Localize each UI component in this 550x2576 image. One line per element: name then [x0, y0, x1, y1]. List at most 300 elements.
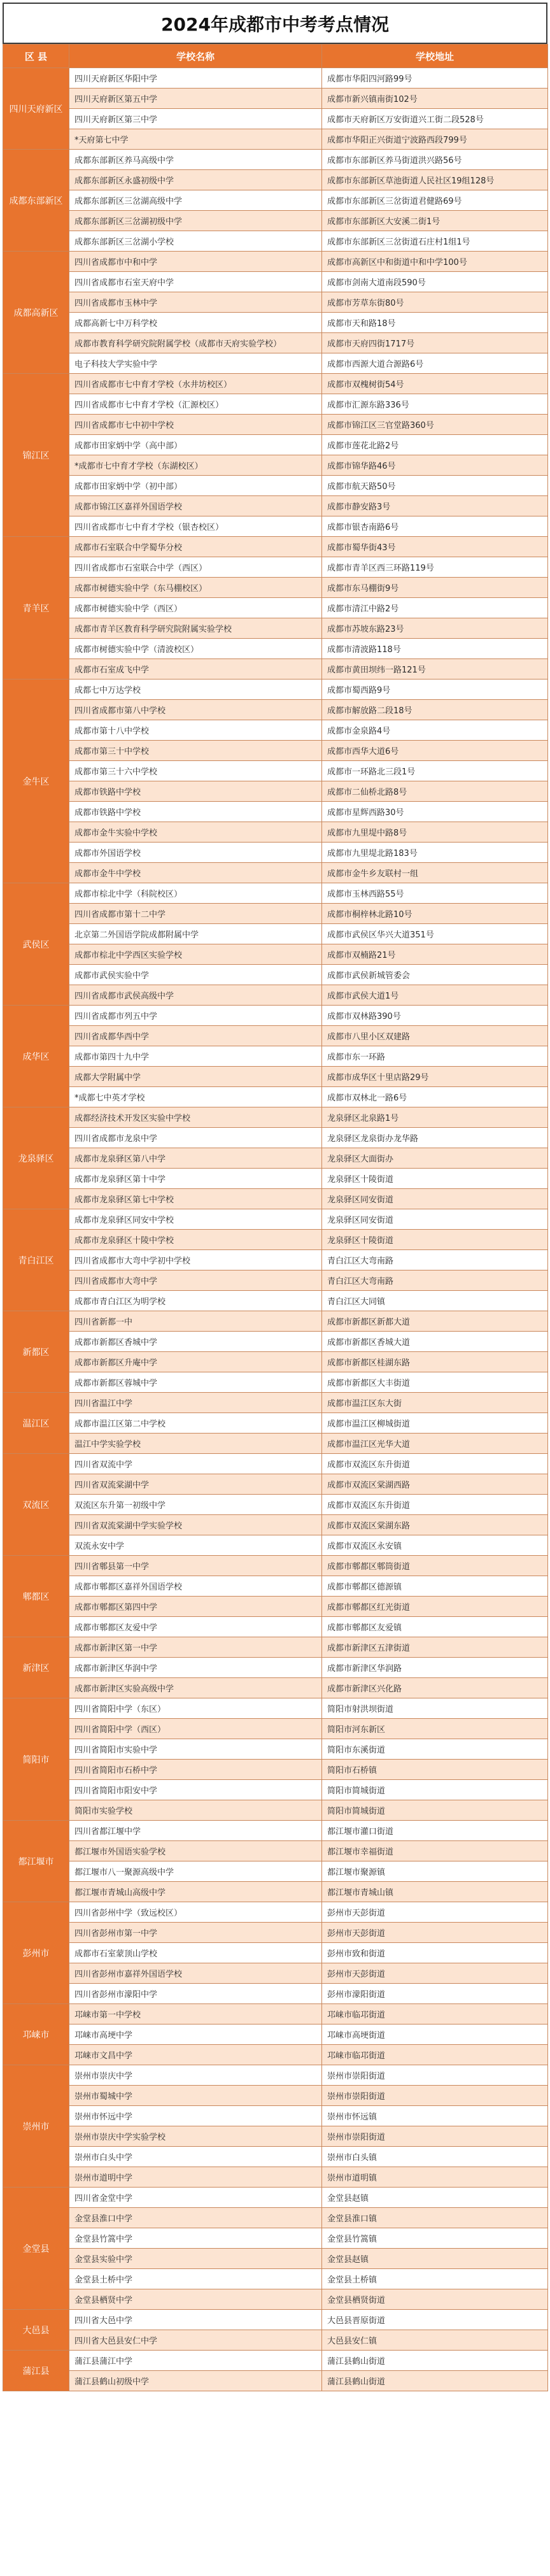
table-row — [3, 89, 548, 109]
table-row — [3, 2208, 548, 2228]
school-name-cell: 四川省成都市龙泉中学 — [69, 1128, 322, 1148]
school-name-cell: 成都市新津区第一中学 — [69, 1637, 322, 1658]
table-row — [3, 1617, 548, 1637]
school-address-cell: 龙泉驿区龙泉街办龙华路 — [322, 1128, 548, 1148]
school-name-cell: 成都市龙泉驿区十陵中学校 — [69, 1230, 322, 1250]
table-row — [3, 476, 548, 496]
school-name-cell: 成都市第十八中学校 — [69, 720, 322, 741]
district-cell: 成都高新区 — [3, 252, 69, 374]
school-address-cell: 崇州市道明镇 — [322, 2167, 548, 2188]
school-name-cell: 成都东部新区三岔湖小学校 — [69, 231, 322, 252]
table-row — [3, 68, 548, 89]
school-address-cell: 成都市银杏南路6号 — [322, 516, 548, 537]
school-address-cell: 成都市东部新区养马街道洪兴路56号 — [322, 150, 548, 170]
school-address-cell: 金堂县淮口镇 — [322, 2208, 548, 2228]
table-row — [3, 598, 548, 618]
table-row — [3, 1637, 548, 1658]
exam-site-table — [3, 44, 548, 2391]
school-name-cell: *成都七中英才学校 — [69, 1087, 322, 1107]
school-address-cell: 成都市玉林西路55号 — [322, 883, 548, 904]
school-address-cell: 成都市九里堤中路8号 — [322, 822, 548, 843]
school-address-cell: 成都市剑南大道南段590号 — [322, 272, 548, 292]
table-row — [3, 781, 548, 802]
school-address-cell: 青白江区大弯南路 — [322, 1250, 548, 1270]
school-address-cell: 都江堰市青城山镇 — [322, 1882, 548, 1902]
table-row — [3, 109, 548, 129]
table-row — [3, 1719, 548, 1739]
school-name-cell: 成都市第三十六中学校 — [69, 761, 322, 781]
district-cell: 金堂县 — [3, 2188, 69, 2310]
table-row — [3, 190, 548, 211]
district-cell: 锦江区 — [3, 374, 69, 537]
school-name-cell: 崇州市崇庆中学实验学校 — [69, 2126, 322, 2147]
school-name-cell: 成都市郫都区友爱中学 — [69, 1617, 322, 1637]
table-row — [3, 333, 548, 353]
table-row — [3, 1454, 548, 1474]
school-name-cell: *天府第七中学 — [69, 129, 322, 150]
school-name-cell: 成都市郫都区第四中学 — [69, 1597, 322, 1617]
table-row — [3, 1169, 548, 1189]
table-row — [3, 578, 548, 598]
school-address-cell: 成都市新津区五津街道 — [322, 1637, 548, 1658]
school-name-cell: 四川省彭州市濛阳中学 — [69, 1984, 322, 2004]
table-row — [3, 761, 548, 781]
table-row — [3, 802, 548, 822]
school-address-cell: 彭州市天彭街道 — [322, 1923, 548, 1943]
table-row — [3, 516, 548, 537]
school-name-cell: 成都市铁路中学校 — [69, 802, 322, 822]
school-name-cell: 四川省成都华西中学 — [69, 1026, 322, 1046]
school-address-cell: 成都市东一环路 — [322, 1046, 548, 1067]
school-address-cell: 成都市静安路3号 — [322, 496, 548, 516]
school-name-cell: 成都市新都区香城中学 — [69, 1332, 322, 1352]
school-name-cell: 四川省成都市玉林中学 — [69, 292, 322, 313]
school-name-cell: 电子科技大学实验中学 — [69, 353, 322, 374]
school-name-cell: 成都市龙泉驿区第八中学 — [69, 1148, 322, 1169]
school-address-cell: 金堂县赵镇 — [322, 2249, 548, 2269]
school-name-cell: 成都东部新区永盛初级中学 — [69, 170, 322, 190]
district-cell: 简阳市 — [3, 1698, 69, 1821]
school-address-cell: 蒲江县鹤山街道 — [322, 2371, 548, 2391]
school-name-cell: 成都市棕北中学（科院校区） — [69, 883, 322, 904]
school-name-cell: 四川省双流棠湖中学实验学校 — [69, 1515, 322, 1535]
school-address-cell: 彭州市天彭街道 — [322, 1902, 548, 1923]
table-row — [3, 1230, 548, 1250]
school-name-cell: 四川天府新区第五中学 — [69, 89, 322, 109]
school-address-cell: 成都市高新区中和街道中和中学100号 — [322, 252, 548, 272]
table-row — [3, 1148, 548, 1169]
school-address-cell: 青白江区大弯南路 — [322, 1270, 548, 1291]
table-row — [3, 965, 548, 985]
table-row — [3, 2289, 548, 2310]
table-row — [3, 1474, 548, 1495]
district-cell: 温江区 — [3, 1393, 69, 1454]
table-row — [3, 1963, 548, 1984]
school-name-cell: 成都市田家炳中学（初中部） — [69, 476, 322, 496]
school-name-cell: 成都市铁路中学校 — [69, 781, 322, 802]
school-name-cell: 蒲江县蒲江中学 — [69, 2351, 322, 2371]
table-row — [3, 1393, 548, 1413]
school-address-cell: 成都市西华大道6号 — [322, 741, 548, 761]
school-name-cell: 崇州市蜀城中学 — [69, 2086, 322, 2106]
district-cell: 新都区 — [3, 1311, 69, 1393]
school-name-cell: 成都市第四十九中学 — [69, 1046, 322, 1067]
school-name-cell: 成都东部新区三岔湖高级中学 — [69, 190, 322, 211]
school-name-cell: 成都市石室成飞中学 — [69, 659, 322, 680]
table-row — [3, 2045, 548, 2065]
school-address-cell: 成都市新都区大丰街道 — [322, 1372, 548, 1393]
school-name-cell: 成都市新都区升庵中学 — [69, 1352, 322, 1372]
school-name-cell: 成都市新都区蓉城中学 — [69, 1372, 322, 1393]
school-name-cell: 四川省彭州市第一中学 — [69, 1923, 322, 1943]
table-row — [3, 1923, 548, 1943]
school-address-cell: 成都市苏坡东路23号 — [322, 618, 548, 639]
school-name-cell: 四川省成都市第八中学校 — [69, 700, 322, 720]
district-cell: 大邑县 — [3, 2310, 69, 2351]
exam-site-sheet — [3, 3, 547, 2573]
school-address-cell: 崇州市崇阳街道 — [322, 2065, 548, 2086]
school-address-cell: 成都市武侯大道1号 — [322, 985, 548, 1006]
school-name-cell: 四川省简阳中学（东区） — [69, 1698, 322, 1719]
table-row — [3, 2249, 548, 2269]
school-name-cell: 四川天府新区第三中学 — [69, 109, 322, 129]
district-cell: 成华区 — [3, 1006, 69, 1107]
table-row — [3, 822, 548, 843]
school-address-cell: 彭州市致和街道 — [322, 1943, 548, 1963]
school-name-cell: 四川省成都市石室天府中学 — [69, 272, 322, 292]
school-address-cell: 崇州市崇阳街道 — [322, 2126, 548, 2147]
school-name-cell: 成都东部新区养马高级中学 — [69, 150, 322, 170]
school-address-cell: 成都市蜀西路9号 — [322, 680, 548, 700]
school-name-cell: 成都经济技术开发区实验中学校 — [69, 1107, 322, 1128]
school-address-cell: 成都市东马棚街9号 — [322, 578, 548, 598]
table-row — [3, 313, 548, 333]
table-row — [3, 1882, 548, 1902]
table-row — [3, 1311, 548, 1332]
table-row — [3, 1434, 548, 1454]
school-name-cell: 金堂县土桥中学 — [69, 2269, 322, 2289]
school-address-cell: 金堂县土桥镇 — [322, 2269, 548, 2289]
school-address-cell: 成都市八里小区双建路 — [322, 1026, 548, 1046]
school-address-cell: 成都市二仙桥北路8号 — [322, 781, 548, 802]
school-address-cell: 青白江区大同镇 — [322, 1291, 548, 1311]
table-row — [3, 1658, 548, 1678]
school-name-cell: 四川省新都一中 — [69, 1311, 322, 1332]
school-address-cell: 简阳市石桥镇 — [322, 1760, 548, 1780]
school-name-cell: 邛崃市第一中学校 — [69, 2004, 322, 2025]
table-row — [3, 1861, 548, 1882]
district-cell: 都江堰市 — [3, 1821, 69, 1902]
school-address-cell: 成都市武侯新城管委会 — [322, 965, 548, 985]
table-row — [3, 1943, 548, 1963]
school-address-cell: 金堂县竹篙镇 — [322, 2228, 548, 2249]
school-name-cell: 成都市郫都区嘉祥外国语学校 — [69, 1576, 322, 1597]
table-row — [3, 2126, 548, 2147]
school-name-cell: 四川省温江中学 — [69, 1393, 322, 1413]
school-name-cell: 四川省成都市七中初中学校 — [69, 415, 322, 435]
table-row — [3, 150, 548, 170]
table-row — [3, 2371, 548, 2391]
table-row — [3, 2330, 548, 2351]
table-row — [3, 2086, 548, 2106]
table-row — [3, 1800, 548, 1821]
school-name-cell: 崇州市道明中学 — [69, 2167, 322, 2188]
table-row — [3, 1597, 548, 1617]
table-row — [3, 1515, 548, 1535]
school-address-cell: 成都市星辉西路30号 — [322, 802, 548, 822]
school-address-cell: 成都市郫都区郫筒街道 — [322, 1556, 548, 1576]
table-row — [3, 1291, 548, 1311]
school-name-cell: 成都市树德实验中学（西区） — [69, 598, 322, 618]
school-name-cell: 成都七中万达学校 — [69, 680, 322, 700]
school-address-cell: 简阳市简城街道 — [322, 1800, 548, 1821]
district-cell: 蒲江县 — [3, 2351, 69, 2391]
table-row — [3, 944, 548, 965]
school-name-cell: 成都市树德实验中学（清波校区） — [69, 639, 322, 659]
header-district: 区 县 — [3, 45, 69, 68]
table-row — [3, 1535, 548, 1556]
table-row — [3, 394, 548, 415]
school-address-cell: 简阳市东溪街道 — [322, 1739, 548, 1760]
school-name-cell: 四川省双流棠湖中学 — [69, 1474, 322, 1495]
school-name-cell: 崇州市崇庆中学 — [69, 2065, 322, 2086]
school-name-cell: 崇州市怀远中学 — [69, 2106, 322, 2126]
table-row — [3, 1006, 548, 1026]
school-name-cell: 四川省简阳市阳安中学 — [69, 1780, 322, 1800]
school-address-cell: 龙泉驿区十陵街道 — [322, 1169, 548, 1189]
school-address-cell: 大邑县安仁镇 — [322, 2330, 548, 2351]
school-name-cell: 成都东部新区三岔湖初级中学 — [69, 211, 322, 231]
table-row — [3, 924, 548, 944]
school-address-cell: 成都市九里堤北路183号 — [322, 843, 548, 863]
table-row — [3, 2167, 548, 2188]
school-name-cell: 都江堰市青城山高级中学 — [69, 1882, 322, 1902]
district-cell: 双流区 — [3, 1454, 69, 1556]
table-row — [3, 1821, 548, 1841]
school-address-cell: 成都市新都区桂湖东路 — [322, 1352, 548, 1372]
district-cell: 彭州市 — [3, 1902, 69, 2004]
school-address-cell: 成都市莲花北路2号 — [322, 435, 548, 455]
table-row — [3, 700, 548, 720]
table-row — [3, 2228, 548, 2249]
table-row — [3, 1250, 548, 1270]
school-address-cell: 成都市一环路北三段1号 — [322, 761, 548, 781]
school-name-cell: 四川省大邑县安仁中学 — [69, 2330, 322, 2351]
school-address-cell: 成都市温江区东大街 — [322, 1393, 548, 1413]
school-address-cell: 成都市双林路390号 — [322, 1006, 548, 1026]
school-name-cell: 四川省成都市列五中学 — [69, 1006, 322, 1026]
school-address-cell: 成都市汇源东路336号 — [322, 394, 548, 415]
school-name-cell: 四川省成都市中和中学 — [69, 252, 322, 272]
table-row — [3, 863, 548, 883]
school-name-cell: 金堂县竹篙中学 — [69, 2228, 322, 2249]
school-address-cell: 成都市双林北一路6号 — [322, 1087, 548, 1107]
school-address-cell: 成都市东部新区三岔街道君健路69号 — [322, 190, 548, 211]
table-row — [3, 252, 548, 272]
school-address-cell: 崇州市怀远镇 — [322, 2106, 548, 2126]
school-address-cell: 成都市华阳正兴街道宁波路西段799号 — [322, 129, 548, 150]
school-address-cell: 成都市锦江区三官堂路360号 — [322, 415, 548, 435]
district-cell: 龙泉驿区 — [3, 1107, 69, 1209]
school-name-cell: 成都市第三十中学校 — [69, 741, 322, 761]
school-address-cell: 蒲江县鹤山街道 — [322, 2351, 548, 2371]
school-name-cell: 都江堰市八一聚源高级中学 — [69, 1861, 322, 1882]
school-name-cell: 成都市新津区实验高级中学 — [69, 1678, 322, 1698]
school-name-cell: 成都高新七中万科学校 — [69, 313, 322, 333]
table-row — [3, 1698, 548, 1719]
school-name-cell: 四川省成都市七中育才学校（水井坊校区） — [69, 374, 322, 394]
table-row — [3, 1902, 548, 1923]
school-name-cell: 成都市金牛实验中学校 — [69, 822, 322, 843]
header-school-address: 学校地址 — [322, 45, 548, 68]
table-row — [3, 1189, 548, 1209]
school-address-cell: 成都市航天路50号 — [322, 476, 548, 496]
school-name-cell: 双流永安中学 — [69, 1535, 322, 1556]
table-header-row — [3, 45, 548, 68]
table-row — [3, 2351, 548, 2371]
table-row — [3, 1413, 548, 1434]
school-name-cell: 成都市田家炳中学（高中部） — [69, 435, 322, 455]
school-name-cell: 成都市新津区华润中学 — [69, 1658, 322, 1678]
school-name-cell: 四川省都江堰中学 — [69, 1821, 322, 1841]
school-name-cell: *成都市七中育才学校（东湖校区） — [69, 455, 322, 476]
school-address-cell: 成都市东部新区草池街道人民社区19组128号 — [322, 170, 548, 190]
school-name-cell: 邛崃市文昌中学 — [69, 2045, 322, 2065]
school-name-cell: 成都市石室联合中学蜀华分校 — [69, 537, 322, 557]
table-row — [3, 496, 548, 516]
school-address-cell: 崇州市白头镇 — [322, 2147, 548, 2167]
table-row — [3, 1678, 548, 1698]
table-row — [3, 1026, 548, 1046]
school-name-cell: 四川省成都市七中育才学校（银杏校区） — [69, 516, 322, 537]
school-name-cell: 邛崃市高埂中学 — [69, 2025, 322, 2045]
table-row — [3, 843, 548, 863]
school-address-cell: 成都市双流区东升街道 — [322, 1454, 548, 1474]
table-row — [3, 170, 548, 190]
school-name-cell: 四川省双流中学 — [69, 1454, 322, 1474]
school-name-cell: 四川省成都市武侯高级中学 — [69, 985, 322, 1006]
school-name-cell: 成都市龙泉驿区第十中学 — [69, 1169, 322, 1189]
table-row — [3, 1107, 548, 1128]
school-name-cell: 简阳市实验学校 — [69, 1800, 322, 1821]
school-address-cell: 邛崃市临邛街道 — [322, 2045, 548, 2065]
school-address-cell: 成都市东部新区三岔街道石庄村1组1号 — [322, 231, 548, 252]
table-row — [3, 2004, 548, 2025]
school-name-cell: 成都市石室蒙顶山学校 — [69, 1943, 322, 1963]
school-name-cell: 双流区东升第一初级中学 — [69, 1495, 322, 1515]
school-address-cell: 成都市郫都区红光街道 — [322, 1597, 548, 1617]
school-name-cell: 成都市棕北中学西区实验学校 — [69, 944, 322, 965]
district-cell: 成都东部新区 — [3, 150, 69, 252]
table-row — [3, 2147, 548, 2167]
school-address-cell: 成都市天和路18号 — [322, 313, 548, 333]
school-address-cell: 成都市清波路118号 — [322, 639, 548, 659]
table-row — [3, 1270, 548, 1291]
school-name-cell: 四川省成都市七中育才学校（汇源校区） — [69, 394, 322, 415]
school-address-cell: 成都市武侯区华兴大道351号 — [322, 924, 548, 944]
school-address-cell: 简阳市河东新区 — [322, 1719, 548, 1739]
table-row — [3, 2065, 548, 2086]
school-address-cell: 成都市郫都区友爱镇 — [322, 1617, 548, 1637]
school-address-cell: 成都市黄田坝纬一路121号 — [322, 659, 548, 680]
school-name-cell: 成都市教育科学研究院附属学校（成都市天府实验学校） — [69, 333, 322, 353]
table-row — [3, 985, 548, 1006]
school-address-cell: 龙泉驿区十陵街道 — [322, 1230, 548, 1250]
district-cell: 武侯区 — [3, 883, 69, 1006]
school-address-cell: 成都市天府四街1717号 — [322, 333, 548, 353]
school-name-cell: 成都市温江区第二中学校 — [69, 1413, 322, 1434]
school-name-cell: 四川省简阳中学（西区） — [69, 1719, 322, 1739]
school-address-cell: 龙泉驿区同安街道 — [322, 1209, 548, 1230]
table-row — [3, 1352, 548, 1372]
school-address-cell: 邛崃市临邛街道 — [322, 2004, 548, 2025]
school-name-cell: 四川省成都市第十二中学 — [69, 904, 322, 924]
table-row — [3, 680, 548, 700]
table-row — [3, 292, 548, 313]
school-address-cell: 龙泉驿区同安街道 — [322, 1189, 548, 1209]
school-address-cell: 成都市东部新区大安溪二街1号 — [322, 211, 548, 231]
school-address-cell: 成都市桐梓林北路10号 — [322, 904, 548, 924]
school-address-cell: 成都市新都区新都大道 — [322, 1311, 548, 1332]
school-name-cell: 金堂县实验中学 — [69, 2249, 322, 2269]
school-name-cell: 四川省成都市大弯中学 — [69, 1270, 322, 1291]
school-name-cell: 成都市树德实验中学（东马棚校区） — [69, 578, 322, 598]
school-name-cell: 四川省成都市大弯中学初中学校 — [69, 1250, 322, 1270]
school-name-cell: 成都市外国语学校 — [69, 843, 322, 863]
table-body — [3, 68, 548, 2391]
table-row — [3, 1067, 548, 1087]
school-name-cell: 成都市锦江区嘉祥外国语学校 — [69, 496, 322, 516]
table-row — [3, 1556, 548, 1576]
school-name-cell: 成都市金牛中学校 — [69, 863, 322, 883]
table-row — [3, 741, 548, 761]
table-row — [3, 904, 548, 924]
school-address-cell: 彭州市天彭街道 — [322, 1963, 548, 1984]
school-name-cell: 成都市青羊区教育科学研究院附属实验学校 — [69, 618, 322, 639]
table-row — [3, 1128, 548, 1148]
school-address-cell: 金堂县栖贤街道 — [322, 2289, 548, 2310]
table-row — [3, 1372, 548, 1393]
school-name-cell: 成都市龙泉驿区第七中学校 — [69, 1189, 322, 1209]
table-row — [3, 2188, 548, 2208]
district-cell: 崇州市 — [3, 2065, 69, 2188]
table-row — [3, 1841, 548, 1861]
school-address-cell: 邛崃市高埂街道 — [322, 2025, 548, 2045]
school-address-cell: 成都市双楠路21号 — [322, 944, 548, 965]
table-row — [3, 129, 548, 150]
school-name-cell: 四川省大邑中学 — [69, 2310, 322, 2330]
table-row — [3, 1087, 548, 1107]
school-name-cell: 四川省彭州中学（致远校区） — [69, 1902, 322, 1923]
school-name-cell: 四川省金堂中学 — [69, 2188, 322, 2208]
school-address-cell: 成都市郫都区德源镇 — [322, 1576, 548, 1597]
school-address-cell: 都江堰市幸福街道 — [322, 1841, 548, 1861]
school-name-cell: 四川天府新区华阳中学 — [69, 68, 322, 89]
school-name-cell: 崇州市白头中学 — [69, 2147, 322, 2167]
table-row — [3, 374, 548, 394]
school-address-cell: 成都市新津区兴化路 — [322, 1678, 548, 1698]
school-name-cell: 温江中学实验学校 — [69, 1434, 322, 1454]
school-address-cell: 成都市新兴镇南街102号 — [322, 89, 548, 109]
school-address-cell: 成都市双流区棠湖西路 — [322, 1474, 548, 1495]
table-row — [3, 455, 548, 476]
school-address-cell: 成都市西源大道合源路6号 — [322, 353, 548, 374]
school-address-cell: 彭州市濛阳街道 — [322, 1984, 548, 2004]
table-row — [3, 1984, 548, 2004]
school-address-cell: 成都市青羊区西三环路119号 — [322, 557, 548, 578]
school-address-cell: 成都市华阳四河路99号 — [322, 68, 548, 89]
school-address-cell: 成都市成华区十里店路29号 — [322, 1067, 548, 1087]
